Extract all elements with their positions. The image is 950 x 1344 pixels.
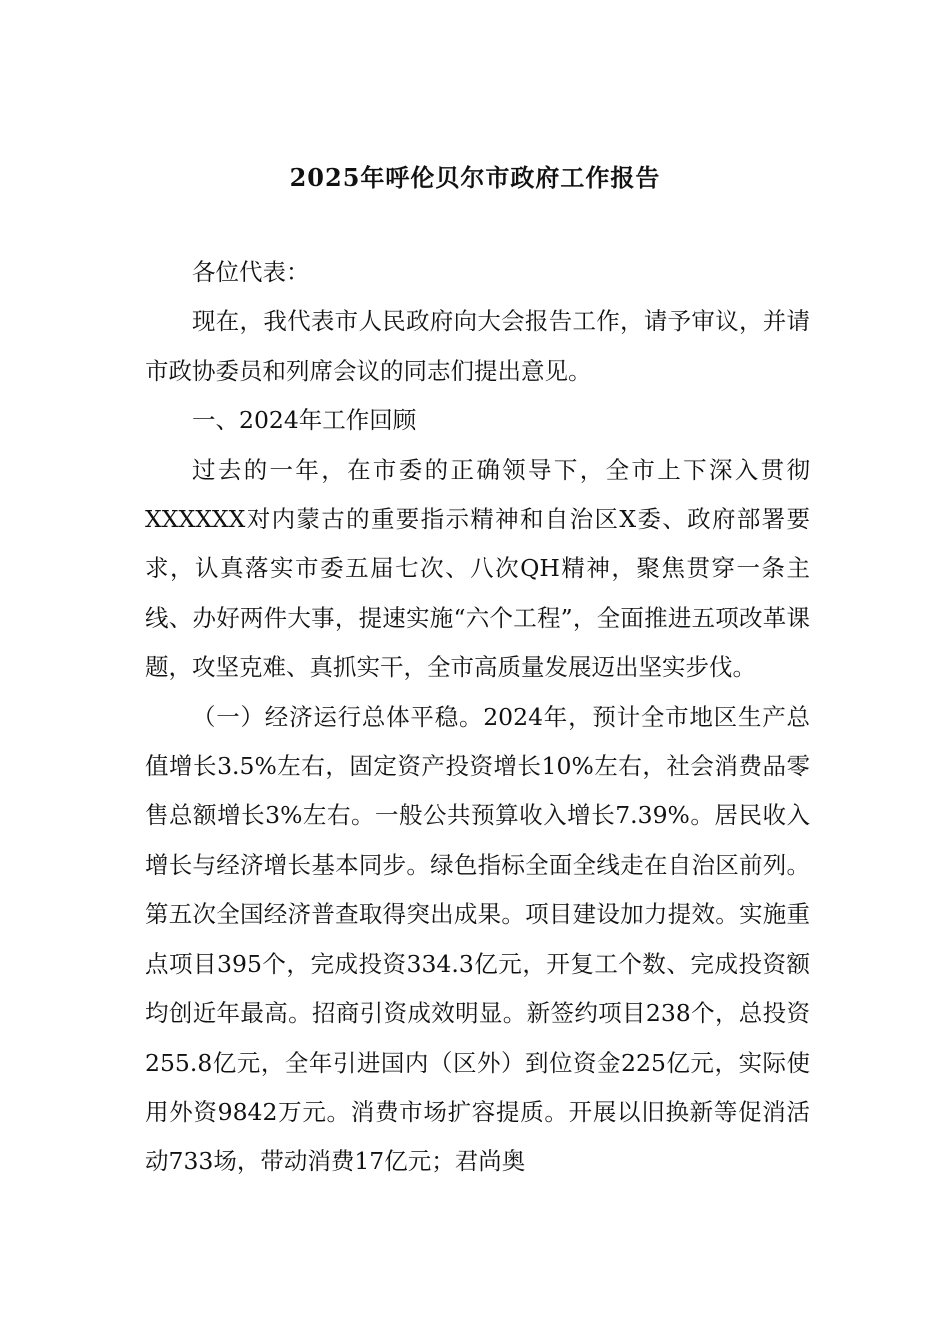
paragraph-intro: 现在，我代表市人民政府向大会报告工作，请予审议，并请市政协委员和列席会议的同志们提出意见。 bbox=[145, 307, 810, 385]
paragraph-greeting: 各位代表： bbox=[192, 258, 310, 286]
section-heading: 一、2024年工作回顾 bbox=[192, 406, 417, 435]
paragraph-economy: （一）经济运行总体平稳。2024年，预计全市地区生产总值增长3.5%左右，固定资产投资增长10%左右，社会消费品零售总额增长3%左右。一般公共预算收入增长7.39%。居民收入增长与经济增长基本同步。绿色指标全面全线走在自治区前列。第五次全国经济普查取得突出成果。项目建设加力提效。实施重点项目395个，完成投资334.3亿元，开复工个数、完成投资额均创近年最高。招商引资成效明显。新签约项目238个，总投资255.8亿元，全年引进国内（区外）到位资金225亿元，实际使用外资9842万元。消费市场扩容提质。开展以旧换新等促消活动733场，带动消费17亿元；君尚奥 bbox=[145, 702, 810, 1176]
document-title: 2025年呼伦贝尔市政府工作报告 bbox=[289, 163, 661, 192]
document-body bbox=[145, 218, 810, 1187]
paragraph-review: 过去的一年，在市委的正确领导下，全市上下深入贯彻XXXXXX对内蒙古的重要指示精神和自治区X委、政府部署要求，认真落实市委五届七次、八次QH精神，聚焦贯穿一条主线、办好两件大事，提速实施“六个工程”，全面推进五项改革课题，攻坚克难、真抓实干，全市高质量发展迈出坚实步伐。 bbox=[145, 455, 810, 682]
